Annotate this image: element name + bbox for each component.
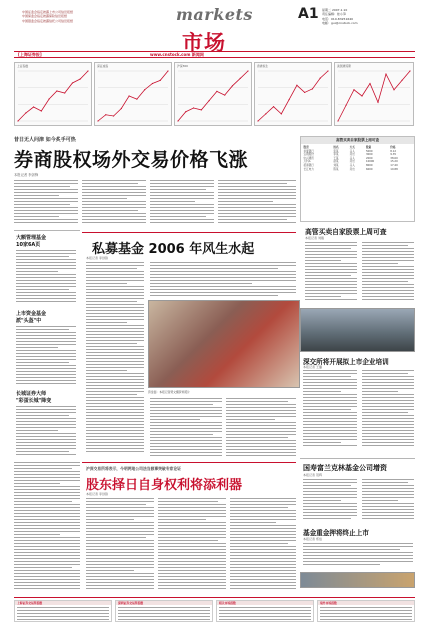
side-fund2-body [16, 326, 76, 386]
chart-point [17, 120, 18, 121]
side-great-wall-body [16, 406, 76, 458]
private-fund-body-col1 [86, 262, 144, 458]
table-cell: 数量 [365, 146, 372, 149]
table-cell: 刘某 [333, 163, 339, 167]
chart-point [56, 90, 57, 91]
table-cell: 李某 [333, 153, 339, 157]
chart-point [185, 111, 186, 112]
side-fund2-title[interactable]: 上市资金基金 [16, 311, 47, 317]
table-cell: 38.60 [390, 156, 398, 160]
divider [82, 462, 296, 463]
url-bar [14, 51, 415, 58]
table-cell: 宝钢股份 [303, 153, 314, 157]
paper-tag: [上海证券报] [18, 52, 42, 57]
right-main-body-col2 [362, 242, 414, 304]
chart-panel [254, 62, 332, 126]
table-cell: 8.12 [390, 149, 397, 153]
table-cell: 王某 [333, 156, 339, 160]
chart-point [80, 78, 81, 79]
lead-kicker: 昔日无人问津 如今炙手可热 [14, 137, 76, 143]
fund-photo [300, 572, 415, 588]
chart-point [281, 113, 282, 114]
market-index-strip [14, 597, 415, 623]
chart-point [353, 89, 354, 90]
index-table-rows [320, 607, 412, 621]
index-table [317, 600, 415, 622]
table-cell: 10.88 [390, 167, 398, 171]
table-cell: 买入 [349, 149, 355, 153]
regulatory-line: 中国保监会指定披露保险信息报纸 [22, 14, 68, 19]
table-cell: 赵某 [333, 160, 339, 164]
private-fund-byline: 本报记者 李剑锋 [86, 256, 108, 260]
price-table-title: 高管买卖自家股票上周可查 [301, 137, 414, 144]
table-cell: 8000 [365, 163, 373, 167]
table-cell: 5000 [365, 149, 373, 153]
price-table-box [300, 136, 415, 222]
table-cell: 陈某 [333, 167, 339, 171]
page-number: A1 [298, 6, 319, 22]
index-table-rows [219, 607, 311, 621]
chart-point [121, 108, 122, 109]
chart-point [33, 106, 34, 107]
phone: 电话：010-83251640 [322, 16, 354, 21]
table-cell: 股票 [303, 146, 309, 149]
chart-label: 沪深300 [177, 64, 188, 68]
chart-point [304, 92, 305, 93]
table-cell: 买入 [349, 163, 355, 167]
lead-headline[interactable]: 券商股权场外交易价格飞涨 [14, 149, 249, 171]
table-cell: 10000 [365, 160, 375, 164]
chart-point [240, 78, 241, 79]
section-brand-word: markets [176, 5, 253, 24]
chart-point [201, 109, 202, 110]
table-cell: 中兴通讯 [303, 156, 314, 160]
chart-point [193, 107, 194, 108]
fund-bottom-body-col2 [362, 479, 414, 523]
chart-svg [15, 68, 91, 124]
chart-point [87, 70, 88, 71]
section-brand-cn: 市场 [182, 31, 226, 55]
chart-series-line [178, 71, 248, 121]
bottom-headline[interactable]: 股东择日自身权利将添利器 [86, 478, 243, 493]
divider [82, 232, 296, 233]
side-fund2-subtitle: 派"头盔"中 [16, 318, 42, 324]
chart-series-line [338, 71, 410, 121]
table-cell: 卖出 [349, 160, 355, 164]
right-factory-byline: 本报记者 王璐 [303, 365, 322, 369]
index-table [14, 600, 112, 622]
chart-point [409, 70, 410, 71]
bottom-body-col3 [230, 498, 296, 592]
regulatory-line: 中国银监会指定披露信托公司信息报纸 [22, 18, 74, 23]
email: 电邮：gui@cnstock.com [322, 20, 358, 25]
index-table-rows [118, 607, 210, 621]
chart-point [401, 80, 402, 81]
chart-point [152, 83, 153, 84]
bottom-body-col1 [86, 498, 154, 592]
factory-photo [300, 308, 415, 352]
chart-point [224, 94, 225, 95]
table-cell: 价格 [390, 146, 396, 149]
fund-bottom-title[interactable]: 国寿富兰克林基金公司增资 [303, 464, 387, 472]
chart-point [144, 89, 145, 90]
lead-body-col1 [14, 180, 78, 226]
table-cell: 17.40 [390, 163, 398, 167]
chart-point [113, 115, 114, 116]
table-cell: 9.35 [390, 153, 397, 157]
table-row [303, 168, 412, 172]
chart-point [25, 112, 26, 113]
private-fund-body-col3 [150, 398, 222, 458]
chart-panel [94, 62, 172, 126]
index-table [216, 600, 314, 622]
chart-svg [335, 68, 413, 124]
index-table-title: 境外市场指数 [318, 601, 414, 605]
chart-label: 深证成指 [97, 64, 109, 68]
chart-point [41, 110, 42, 111]
side-fund-body [16, 250, 76, 306]
cash-counting-photo [148, 300, 300, 388]
chart-point [312, 88, 313, 89]
issue-info [322, 8, 412, 25]
private-fund-body-top [150, 262, 296, 298]
chart-point [160, 80, 161, 81]
chart-point [337, 120, 338, 121]
table-cell: 张某 [333, 149, 339, 153]
right-main-title[interactable]: 高管买卖自家股票上周可查 [305, 228, 387, 236]
table-cell: 卖出 [349, 153, 355, 157]
small-fund-byline: 本报记者 郑焰 [303, 537, 322, 541]
right-main-body-col1 [305, 242, 357, 304]
side-fund-title[interactable]: 大额管理基金 [16, 235, 47, 241]
lead-byline: 本报记者 李剑锋 [14, 173, 39, 177]
chart-point [216, 91, 217, 92]
bottom-byline: 本报记者 李剑锋 [86, 492, 108, 496]
chart-svg [255, 68, 331, 124]
chart-point [385, 74, 386, 75]
table-cell: 卖出 [349, 167, 355, 171]
table-cell: 2000 [365, 156, 373, 160]
masthead-regulatory-lines [22, 10, 162, 23]
chart-point [105, 114, 106, 115]
table-cell: 姓名 [333, 146, 339, 149]
table-cell: 6000 [365, 167, 373, 171]
photo-caption: 资金面：本报记者贾文摄资料照片 [148, 390, 190, 394]
paper-url-link[interactable]: www.cnstock.com 新闻网 [150, 52, 204, 57]
table-cell: 15.20 [390, 160, 398, 164]
chart-series-line [258, 71, 328, 121]
index-table-rows [17, 607, 109, 621]
lead-body-col3 [150, 180, 214, 226]
chart-label: 上证指数 [17, 64, 29, 68]
small-fund-body [303, 543, 413, 569]
side-fund-subtitle: 10家6A页 [16, 242, 41, 248]
table-cell: 方式 [349, 146, 355, 149]
chart-point [209, 100, 210, 101]
chart-point [327, 70, 328, 71]
chart-label: 美国道琼斯 [337, 64, 351, 68]
chart-point [177, 120, 178, 121]
small-fund-title[interactable]: 基金重金押将终止上市 [303, 529, 369, 537]
issue-date: 星期二 2007.1.10 [322, 8, 348, 12]
bottom-kicker: 沪深交易所将表示，今明两地公司法当掀事突破专家论证 [86, 466, 181, 471]
fund-bottom-body-col1 [303, 479, 357, 523]
bottom-body-col2 [158, 498, 226, 592]
chart-point [97, 120, 98, 121]
chart-point [136, 99, 137, 100]
chart-point [289, 99, 290, 100]
index-chart-strip [14, 62, 415, 128]
side-great-wall-title[interactable]: 长城证券大师 [16, 391, 47, 397]
chart-label: 香港恒生 [257, 64, 269, 68]
chart-point [320, 78, 321, 79]
chart-point [232, 85, 233, 86]
chart-panel [334, 62, 414, 126]
index-table-title: 上海证券交易所指数 [15, 601, 111, 605]
editor: 责任编辑：桂小笋 [322, 12, 347, 17]
bottom-body-col0 [14, 462, 80, 592]
chart-point [377, 102, 378, 103]
table-cell: 招商银行 [303, 163, 314, 167]
table-cell: 3000 [365, 153, 373, 157]
chart-point [345, 105, 346, 106]
chart-point [361, 95, 362, 96]
right-main-byline: 本报记者 刘雁 [305, 236, 324, 240]
private-fund-headline[interactable]: 私募基金 2006 年风生水起 [92, 242, 255, 257]
regulatory-line: 中国证监会指定披露上市公司信息报纸 [22, 10, 74, 14]
chart-point [257, 120, 258, 121]
table-cell: 买入 [349, 156, 355, 160]
chart-series-line [98, 71, 168, 121]
chart-series-line [18, 71, 88, 121]
chart-panel [174, 62, 252, 126]
side-great-wall-subtitle: "彩蛋长城"降变 [16, 398, 52, 404]
divider [14, 230, 80, 231]
chart-point [265, 113, 266, 114]
right-factory-body-col1 [303, 370, 357, 450]
chart-point [296, 85, 297, 86]
chart-point [167, 70, 168, 71]
lead-body-col2 [82, 180, 146, 226]
chart-point [369, 83, 370, 84]
chart-point [247, 70, 248, 71]
table-cell: 华夏银行 [303, 149, 314, 153]
chart-point [49, 98, 50, 99]
chart-point [64, 92, 65, 93]
index-table [115, 600, 213, 622]
chart-svg [175, 68, 251, 124]
table-cell: 长江电力 [303, 167, 314, 171]
lead-body-col4 [218, 180, 296, 226]
private-fund-body-col4 [226, 398, 296, 458]
chart-svg [95, 68, 171, 124]
divider [300, 458, 415, 459]
price-table [303, 146, 412, 171]
chart-point [72, 82, 73, 83]
right-factory-title[interactable]: 深交所将开展拟上市企业培训 [303, 358, 389, 366]
fund-bottom-byline: 本报记者 贺辉 [303, 473, 322, 477]
chart-point [273, 106, 274, 107]
chart-point [393, 89, 394, 90]
right-factory-body-col2 [362, 370, 414, 450]
index-table-title: 深圳证券交易所指数 [116, 601, 212, 605]
table-cell: 万科A [303, 160, 311, 164]
index-table-title: 相关市场指数 [217, 601, 313, 605]
chart-point [129, 95, 130, 96]
chart-panel [14, 62, 92, 126]
